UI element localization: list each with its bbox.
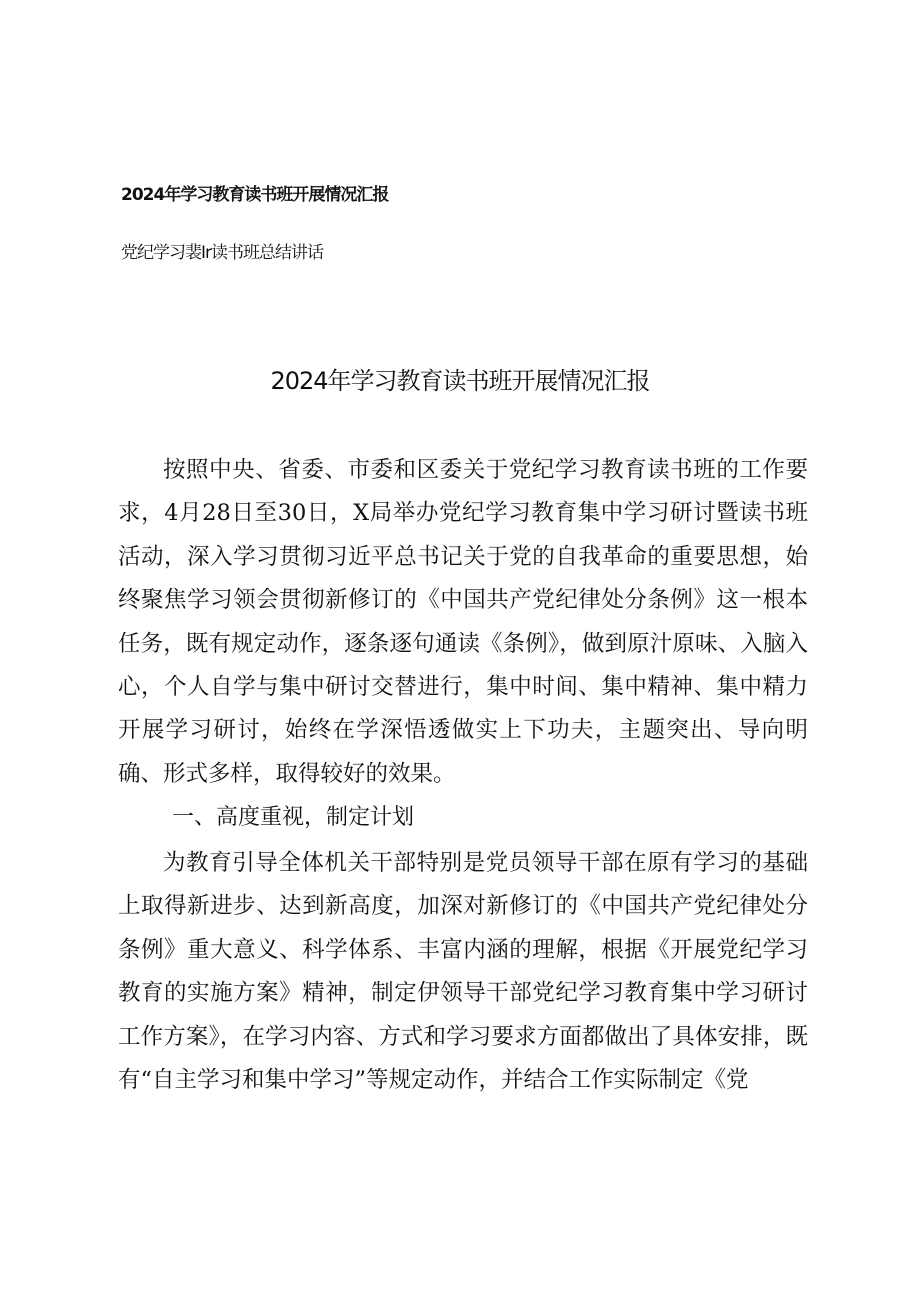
intro-paragraph: 按照中央、省委、市委和区委关于党纪学习教育读书班的工作要求，4月28日至30日，X局举办党纪学习教育集中学习研讨暨读书班活动，深入学习贯彻习近平总书记关于党的自我革命的重要思想，始终聚焦学习领会贯彻新修订的《中国共产党纪律处分条例》这一根本任务，既有规定动作，逐条逐句通读《条例》，做到原汁原味、入脑入心，个人自学与集中研讨交替进行，集中时间、集中精神、集中精力开展学习研讨，始终在学深悟透做实上下功夫，主题突出、导向明确、形式多样，取得较好的效果。: [118, 457, 808, 787]
toc-entry-report: 2024年学习教育读书班开展情况汇报: [121, 185, 389, 205]
section-1-paragraph: 为教育引导全体机关干部特别是党员领导干部在原有学习的基础上取得新进步、达到新高度，加深对新修订的《中国共产党纪律处分条例》重大意义、科学体系、丰富内涵的理解，根据《开展党纪学习教育的实施方案》精神，制定伊领导干部党纪学习教育集中学习研讨工作方案》，在学习内容、方式和学习要求方面都做出了具体安排，既有“自主学习和集中学习”等规定动作，并结合工作实际制定《党: [118, 850, 808, 1094]
section-heading-1: 一、高度重视，制定计划: [172, 805, 415, 830]
toc-entry-speech: 党纪学习裴Ir读书班总结讲话: [121, 243, 324, 263]
document-title: 2024年学习教育读书班开展情况汇报: [270, 367, 650, 395]
